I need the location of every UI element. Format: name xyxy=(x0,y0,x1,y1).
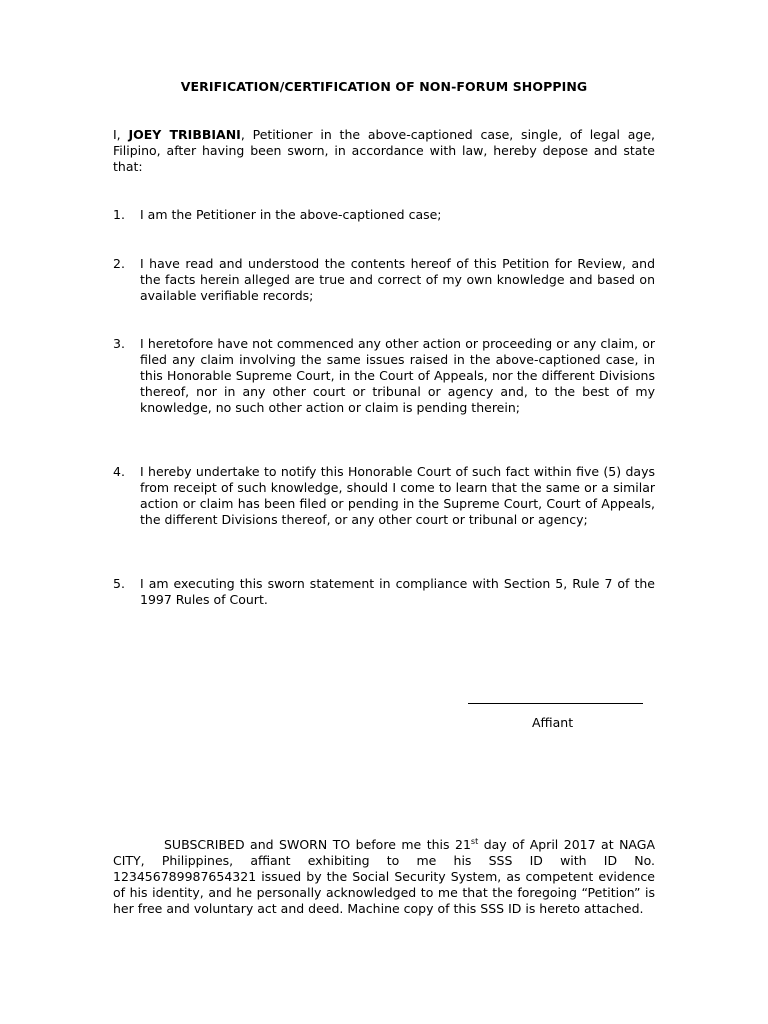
list-item-number: 5. xyxy=(113,576,125,591)
list-item-text: I heretofore have not commenced any other action or proceeding or any claim, or filed any claim involving the same issues raised in the above-captioned case, in this Honorable Supreme Court, in the Court of Appeals, nor the different Divisions thereof, nor in any other court or tribunal or agency and, to the best of my knowledge, no such other action or claim is pending therein; xyxy=(140,336,655,415)
list-item-text: I have read and understood the contents hereof of this Petition for Review, and the facts herein alleged are true and correct of my own knowledge and based on available verifiable records; xyxy=(140,256,655,303)
list-item-3 xyxy=(113,336,655,416)
petitioner-name: JOEY TRIBBIANI xyxy=(128,127,241,142)
affiant-label: Affiant xyxy=(532,715,574,730)
list-item-number: 1. xyxy=(113,207,125,222)
jurat-day-suffix: st xyxy=(470,836,479,846)
list-item-5 xyxy=(113,576,655,608)
list-item-text: I am the Petitioner in the above-captioned case; xyxy=(140,207,442,222)
list-item-number: 4. xyxy=(113,464,125,479)
intro-prefix: I, xyxy=(113,127,129,142)
list-item-2 xyxy=(113,256,655,304)
intro-rest: , Petitioner in the above-captioned case, single, of legal age, Filipino, after having been sworn, in accordance with law, hereby depose and state that: xyxy=(113,127,655,174)
jurat-paragraph xyxy=(113,837,655,917)
list-item-number: 3. xyxy=(113,336,125,351)
jurat-text-end: day of April 2017 at NAGA CITY, Philippines, affiant exhibiting to me his SSS ID with ID No. 123456789987654321 issued by the Social Security System, as competent evidence of his identity, and he personally acknowledged to me that the foregoing “Petition” is her free and voluntary act and deed. Machine copy of this SSS ID is hereto attached. xyxy=(113,837,655,916)
list-item-text: I am executing this sworn statement in compliance with Section 5, Rule 7 of the 1997 Rules of Court. xyxy=(140,576,655,607)
list-item-4 xyxy=(113,464,655,528)
list-item-text: I hereby undertake to notify this Honorable Court of such fact within five (5) days from receipt of such knowledge, should I come to learn that the same or a similar action or claim has been filed or pending in the Supreme Court, Court of Appeals, the different Divisions thereof, or any other court or tribunal or agency; xyxy=(140,464,655,527)
document-title: VERIFICATION/CERTIFICATION OF NON-FORUM SHOPPING xyxy=(180,79,588,94)
signature-line xyxy=(468,703,643,704)
intro-paragraph xyxy=(113,127,655,175)
jurat-text-start: SUBSCRIBED and SWORN TO before me this 21 xyxy=(164,837,471,852)
list-item-1 xyxy=(113,207,655,223)
list-item-number: 2. xyxy=(113,256,125,271)
